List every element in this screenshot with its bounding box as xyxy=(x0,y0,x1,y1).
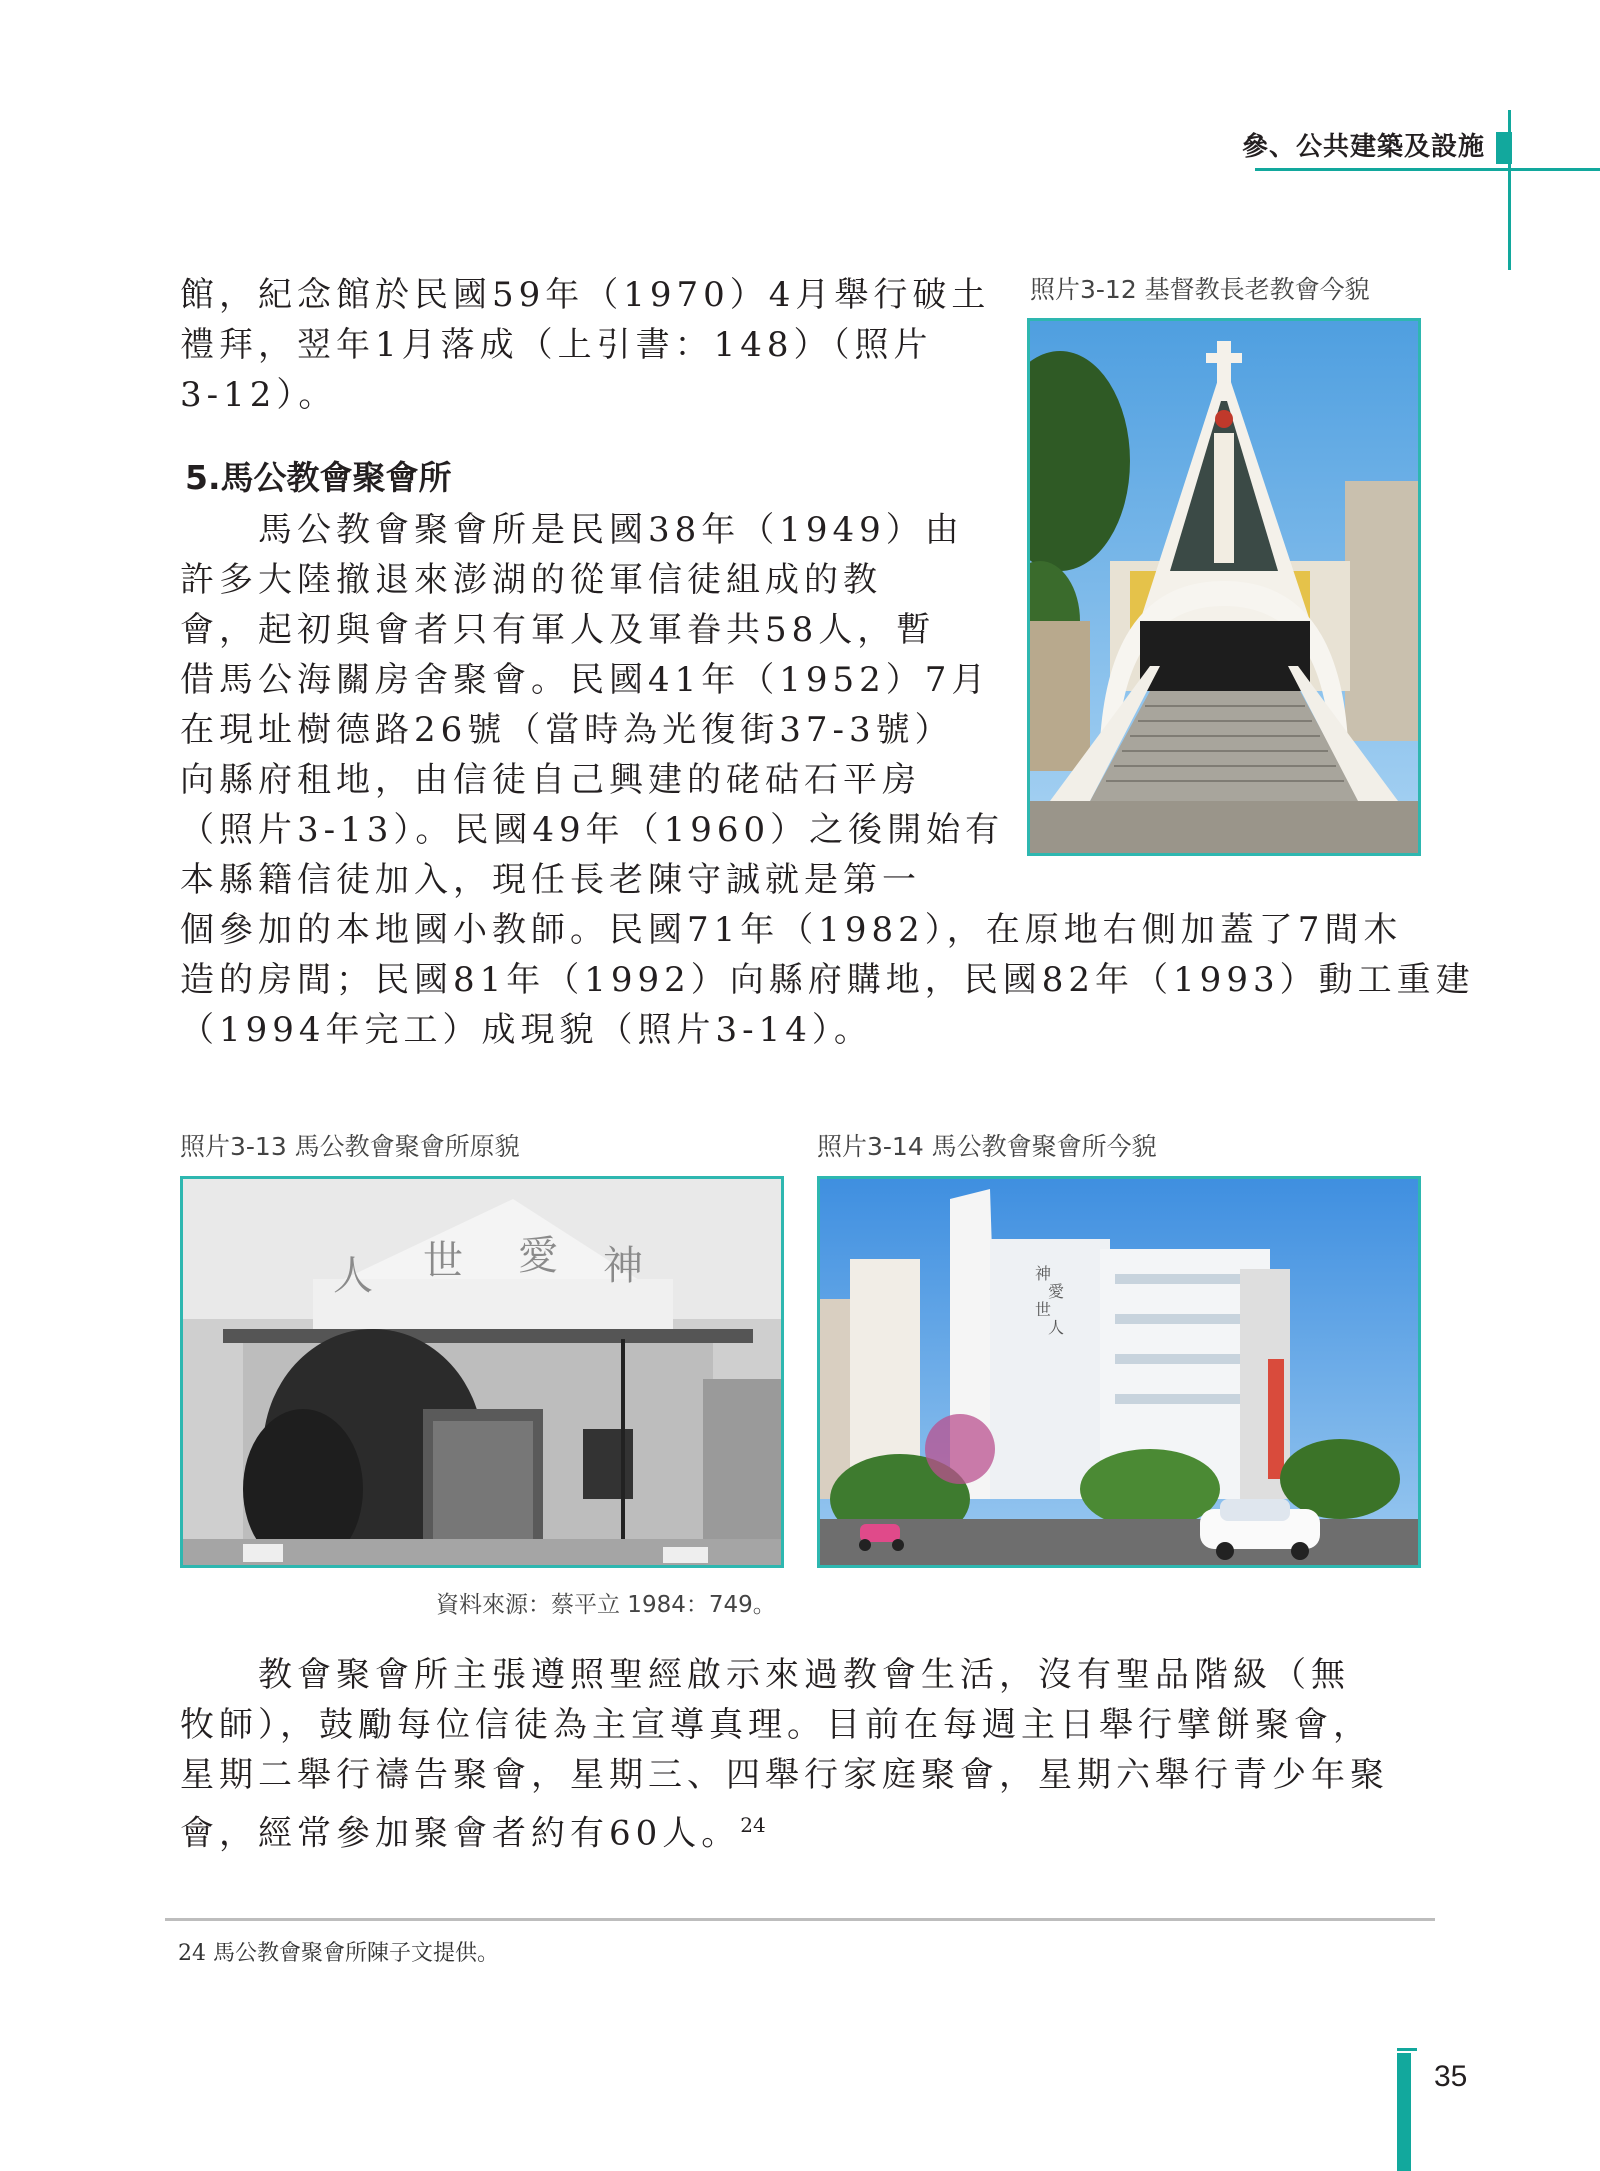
text-line: 本縣籍信徒加入，現任長老陳守誠就是第一 xyxy=(180,860,921,900)
text-line: 3-12）。 xyxy=(180,375,338,415)
footnote-text: 24 馬公教會聚會所陳子文提供。 xyxy=(178,1941,499,1966)
page-number-accent-bar xyxy=(1397,2053,1411,2171)
page-number-accent-line xyxy=(1397,2048,1417,2051)
photo-3-13-original-meeting-hall xyxy=(180,1176,784,1568)
text-line: 向縣府租地，由信徒自己興建的硓𥑮石平房 xyxy=(180,760,921,800)
svg-text:神: 神 xyxy=(603,1243,643,1289)
photo-caption-3-13: 照片3-13 馬公教會聚會所原貌 xyxy=(180,1132,520,1161)
footnote-ref[interactable]: 24 xyxy=(740,1813,766,1837)
chapter-title: 參、公共建築及設施 xyxy=(1241,132,1485,162)
paragraph-1 xyxy=(180,505,1475,1065)
text-line: 造的房間；民國81年（1992）向縣府購地，民國82年（1993）動工重建 xyxy=(180,960,1475,1000)
header-vertical-rule xyxy=(1508,110,1511,270)
svg-text:人: 人 xyxy=(1048,1318,1065,1337)
footnote-divider xyxy=(165,1918,1435,1921)
text-line: 會，起初與會者只有軍人及軍眷共58人，暫 xyxy=(180,610,936,650)
text-line: 個參加的本地國小教師。民國71年（1982），在原地右側加蓋了7間木 xyxy=(180,910,1403,950)
header-rule xyxy=(1255,168,1600,171)
text-line: 牧師），鼓勵每位信徒為主宣導真理。目前在每週主日舉行擘餅聚會， xyxy=(180,1705,1372,1745)
text-line-content: 會，經常參加聚會者約有60人。 xyxy=(180,1813,741,1854)
photo-caption-3-14: 照片3-14 馬公教會聚會所今貌 xyxy=(817,1132,1157,1161)
source-note: 資料來源：蔡平立 1984：749。 xyxy=(436,1592,776,1618)
text-line: （照片3-13）。民國49年（1960）之後開始有 xyxy=(180,810,1005,850)
intro-paragraph xyxy=(180,270,991,430)
page-number: 35 xyxy=(1434,2060,1468,2093)
text-line: 借馬公海關房舍聚會。民國41年（1952）7月 xyxy=(180,660,991,700)
text-line: （1994年完工）成現貌（照片3-14）。 xyxy=(180,1010,873,1050)
text-line: 許多大陸撤退來澎湖的從軍信徒組成的教 xyxy=(180,560,882,600)
photo-3-14-current-meeting-hall xyxy=(817,1176,1421,1568)
section-heading: 5.馬公教會聚會所 xyxy=(185,458,452,497)
svg-text:愛: 愛 xyxy=(518,1233,558,1279)
svg-text:人: 人 xyxy=(333,1253,373,1299)
text-line: 教會聚會所主張遵照聖經啟示來過教會生活，沒有聖品階級（無 xyxy=(258,1655,1350,1695)
svg-text:神: 神 xyxy=(1035,1264,1052,1283)
text-line: 馬公教會聚會所是民國38年（1949）由 xyxy=(258,510,964,550)
text-line: 在現址樹德路26號（當時為光復街37-3號） xyxy=(180,710,954,750)
text-line xyxy=(180,1800,766,1858)
svg-text:世: 世 xyxy=(423,1238,463,1284)
svg-text:世: 世 xyxy=(1035,1300,1052,1319)
paragraph-2 xyxy=(180,1650,1430,1870)
svg-text:愛: 愛 xyxy=(1048,1282,1065,1301)
text-line: 星期二舉行禱告聚會，星期三、四舉行家庭聚會，星期六舉行青少年聚 xyxy=(180,1755,1389,1795)
text-line: 禮拜，翌年1月落成（上引書：148）（照片 xyxy=(180,325,933,365)
photo-caption-3-12: 照片3-12 基督教長老教會今貌 xyxy=(1030,275,1370,304)
meeting-hall-bw-illustration xyxy=(183,1179,781,1565)
meeting-hall-color-illustration xyxy=(820,1179,1418,1565)
text-line: 館，紀念館於民國59年（1970）4月舉行破土 xyxy=(180,275,991,315)
